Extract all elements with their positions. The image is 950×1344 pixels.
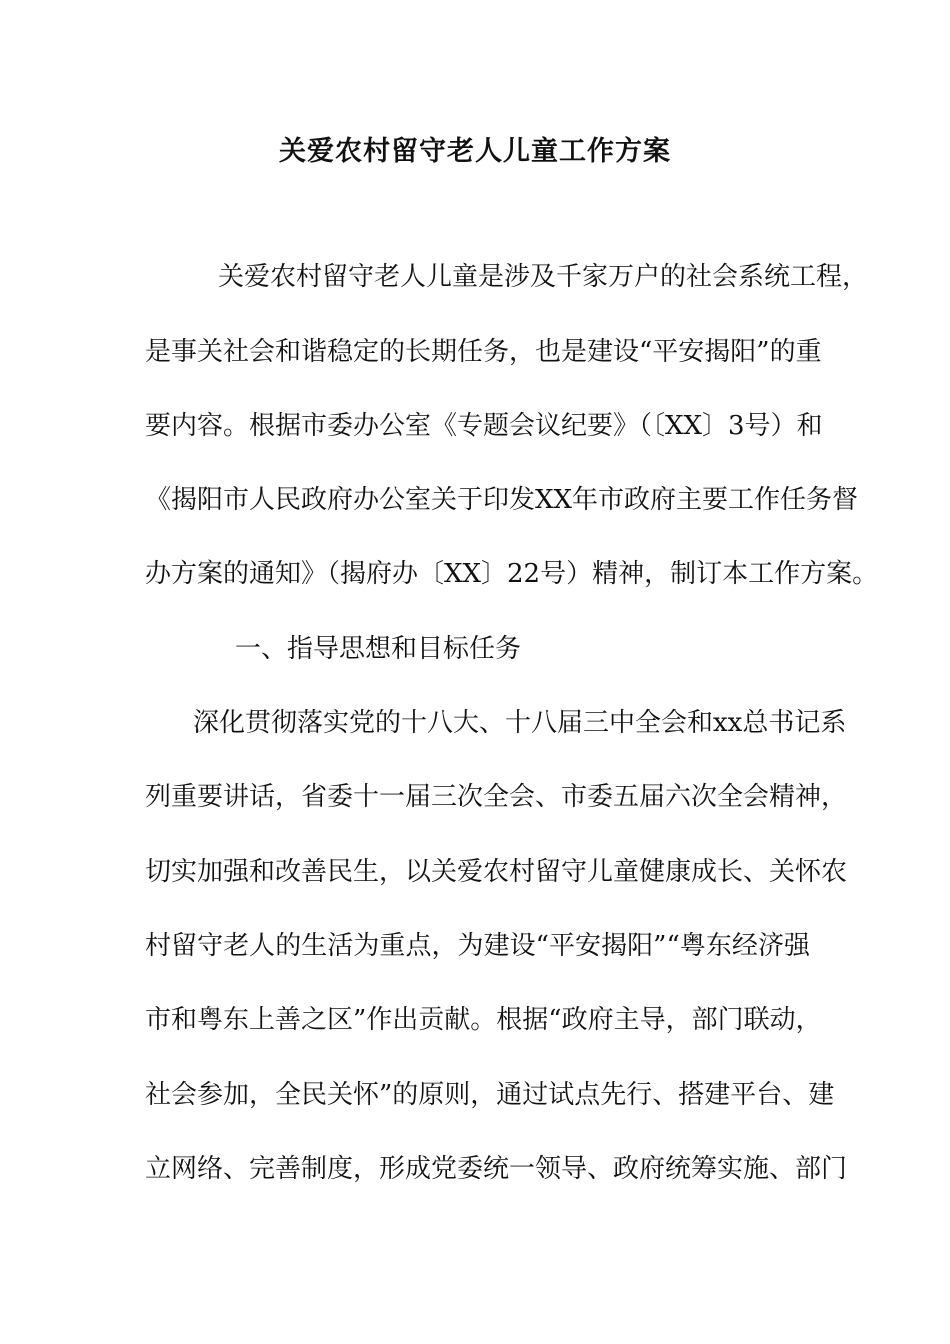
section-heading: 一、指导思想和目标任务	[235, 634, 522, 664]
paragraph-line-5: 办方案的通知》（揭府办〔XX〕22号）精神，制订本工作方案。	[145, 559, 879, 589]
paragraph-line-1: 关爱农村留守老人儿童是涉及千家万户的社会系统工程，	[218, 262, 869, 292]
paragraph-line-13: 立网络、完善制度，形成党委统一领导、政府统筹实施、部门	[145, 1154, 848, 1184]
document-title: 关爱农村留守老人儿童工作方案	[279, 136, 671, 167]
paragraph-line-3: 要内容。根据市委办公室《专题会议纪要》（〔XX〕3号）和	[145, 411, 823, 441]
paragraph-line-8: 列重要讲话，省委十一届三次全会、市委五届六次全会精神，	[145, 782, 848, 812]
paragraph-line-12: 社会参加，全民关怀”的原则，通过试点先行、搭建平台、建	[145, 1080, 835, 1110]
paragraph-line-4: 《揭阳市人民政府办公室关于印发XX年市政府主要工作任务督	[145, 485, 859, 515]
paragraph-line-9: 切实加强和改善民生，以关爱农村留守儿童健康成长、关怀农	[145, 857, 848, 887]
paragraph-line-10: 村留守老人的生活为重点，为建设“平安揭阳”“粤东经济强	[145, 931, 810, 961]
paragraph-line-11: 市和粤东上善之区”作出贡献。根据“政府主导，部门联动，	[145, 1005, 822, 1035]
paragraph-line-2: 是事关社会和谐稳定的长期任务，也是建设“平安揭阳”的重	[145, 337, 822, 367]
paragraph-line-7: 深化贯彻落实党的十八大、十八届三中全会和xx总书记系	[193, 708, 847, 738]
